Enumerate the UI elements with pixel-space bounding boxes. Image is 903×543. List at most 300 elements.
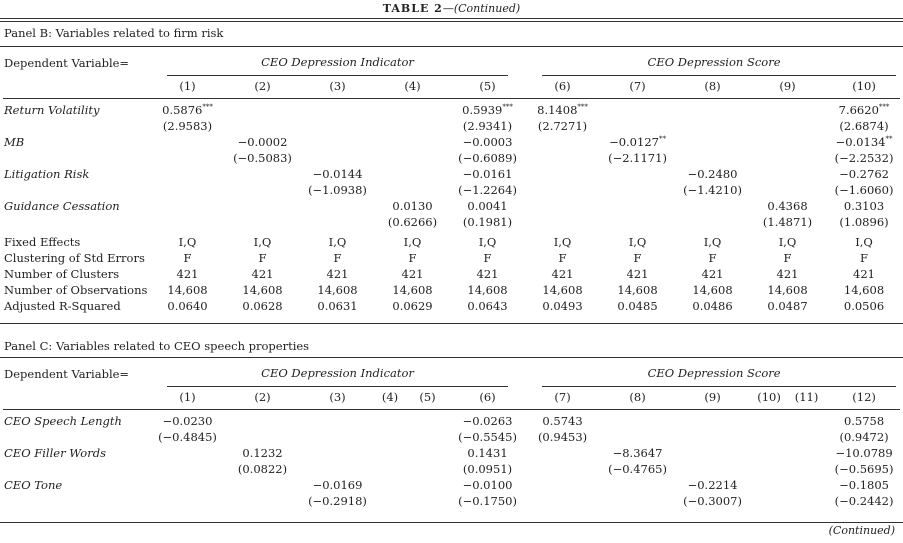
table-cell [375,150,450,166]
column-number: (10) [757,390,781,404]
table-cell [675,102,750,118]
table-cell: 14,608 [242,283,283,297]
row-label: Litigation Risk [4,167,90,181]
table-cell [525,182,600,198]
table-cell: 0.0643 [467,299,508,313]
table-cell [600,118,675,134]
table-cell: 421 [176,267,199,281]
group-label: CEO Depression Score [647,55,781,69]
stats-label: Fixed Effects [4,235,81,249]
table-title [0,0,903,16]
table-cell: I,Q [553,235,572,249]
table-cell: 0.5743 [542,414,583,428]
table-cell: (2.9583) [162,119,213,133]
column-number: (8) [629,390,646,404]
column-number: (4) [404,79,421,93]
table-cell: −0.0003 [462,135,513,149]
table-cell [225,166,300,182]
column-number: (8) [704,79,721,93]
stats-row [0,234,903,250]
stats-row [0,282,903,298]
table-cell [600,102,675,118]
table-cell [375,182,450,198]
panel-c-title: Panel C: Variables related to CEO speech properties [4,339,310,353]
table-cell [788,493,825,509]
divider [3,98,900,99]
table-cell: 14,608 [843,283,885,297]
table-cell [788,461,825,477]
table-cell: I,Q [778,235,797,249]
column-number: (6) [554,79,571,93]
table-cell [525,166,600,182]
table-row [0,413,903,429]
table-cell: I,Q [703,235,722,249]
table-cell: −0.1805 [839,478,889,492]
table-cell [525,214,600,230]
table-cell [750,445,788,461]
table-row [0,182,903,198]
row-label [0,461,150,477]
table-cell: 0.1431 [467,446,508,460]
table-cell: I,Q [403,235,422,249]
table-cell [750,493,788,509]
table-cell: 14,608 [317,283,358,297]
stats-row [0,266,903,282]
table-cell [405,461,450,477]
table-cell: F [860,251,868,265]
table-row [0,198,903,214]
table-cell: 7.6620*** [838,103,890,117]
continued-note: (Continued) [828,524,895,537]
table-cell: (−0.2442) [834,494,894,508]
column-number: (12) [852,390,876,404]
column-number: (11) [794,390,819,404]
table-cell [225,477,300,493]
table-cell: 14,608 [167,283,208,297]
table-cell: (−1.6060) [834,183,894,197]
divider [0,357,903,358]
table-cell [150,198,225,214]
table-cell [600,166,675,182]
row-label [0,493,150,509]
table-cell: (1.4871) [762,215,813,229]
table-cell [300,150,375,166]
table-row [0,477,903,493]
stats-label: Number of Clusters [4,267,120,281]
spacer [0,389,150,405]
table-cell: (1.0896) [839,215,889,229]
table-cell [525,150,600,166]
table-cell: (0.0822) [237,462,288,476]
table-cell [675,134,750,150]
table-cell [225,429,300,445]
group-header-row [0,365,903,383]
table-cell: (−0.5083) [233,151,292,165]
table-cell: 0.0493 [542,299,583,313]
table-cell: F [633,251,642,265]
group-label: CEO Depression Score [647,366,781,380]
table-cell: (2.9341) [462,119,513,133]
table-cell [375,118,450,134]
divider [0,323,903,324]
table-cell [225,413,300,429]
column-number: (6) [479,390,496,404]
row-label [0,182,150,198]
row-label: CEO Tone [4,478,63,492]
table-continued-label: —(Continued) [442,2,521,15]
table-cell: 421 [776,267,799,281]
table-cell [375,493,405,509]
table-cell [788,445,825,461]
group-label: CEO Depression Indicator [261,366,414,380]
divider [0,46,903,47]
table-cell: (−0.4845) [158,430,217,444]
table-cell [675,461,750,477]
table-cell [788,429,825,445]
table-cell [675,118,750,134]
table-cell: −0.0169 [312,478,363,492]
table-cell [525,445,600,461]
divider [0,522,903,523]
table-cell: −0.0134** [835,135,893,149]
table-cell: (0.9472) [839,430,889,444]
table-cell [300,118,375,134]
table-cell: I,Q [478,235,497,249]
table-cell [225,102,300,118]
table-cell [150,166,225,182]
table-row [0,118,903,134]
column-number: (3) [329,79,346,93]
row-label [0,150,150,166]
table-cell [750,150,825,166]
table-cell [525,461,600,477]
table-cell [300,429,375,445]
stats-row [0,250,903,266]
table-cell: 0.0631 [317,299,358,313]
table-cell: 0.0628 [242,299,283,313]
header-rule-cell [0,405,903,413]
table-label: TABLE 2 [382,2,443,15]
column-number: (9) [779,79,796,93]
table-cell: 421 [626,267,649,281]
table-cell: (−0.2918) [308,494,367,508]
table-cell [600,477,675,493]
table-cell [375,413,405,429]
dependent-variable-label: Dependent Variable= [4,56,130,70]
table-cell [300,461,375,477]
dependent-variable-label: Dependent Variable= [4,367,130,381]
panel-c-table [0,365,903,509]
group-header-right [525,54,903,72]
table-cell: −0.0161 [462,167,513,181]
table-cell: 0.4368 [767,199,808,213]
table-cell: 0.5758 [843,414,885,428]
table-cell [300,198,375,214]
group-header-left [150,54,525,72]
table-row [0,214,903,230]
table-cell [788,413,825,429]
column-number: (5) [479,79,496,93]
table-cell [750,429,788,445]
table-cell [600,413,675,429]
table-cell [600,429,675,445]
table-cell: (−0.1750) [458,494,517,508]
table-cell [375,429,405,445]
table-cell: (−1.4210) [683,183,742,197]
table-cell: −8.3647 [612,446,663,460]
table-cell [225,118,300,134]
table-cell [150,461,225,477]
table-cell [300,134,375,150]
column-number: (2) [254,390,271,404]
table-cell: (0.0951) [462,462,513,476]
table-cell [150,214,225,230]
table-cell [525,134,600,150]
table-cell: 0.0640 [167,299,208,313]
table-cell: −0.0127** [609,135,666,149]
table-cell: 421 [476,267,499,281]
table-row [0,461,903,477]
table-cell [750,461,788,477]
group-header-right [525,365,903,383]
table-cell: (0.6266) [387,215,438,229]
column-number: (7) [554,390,571,404]
table-cell: −0.2214 [687,478,738,492]
table-cell [405,445,450,461]
row-label: Return Volatility [4,103,100,117]
column-number: (3) [329,390,346,404]
column-number: (1) [179,79,196,93]
table-cell [405,429,450,445]
table-cell [405,413,450,429]
table-cell [750,413,788,429]
header-rule-cell [0,94,903,102]
stats-label: Adjusted R-Squared [4,299,121,313]
header-rule-row [0,94,903,102]
table-cell: 0.0487 [767,299,808,313]
divider [3,409,900,410]
table-cell: 14,608 [767,283,808,297]
group-header-left [150,365,525,383]
table-cell [750,102,825,118]
table-cell: F [708,251,717,265]
table-cell: F [408,251,417,265]
table-cell: −0.0100 [462,478,513,492]
table-cell: 421 [326,267,349,281]
table-cell [225,198,300,214]
table-cell: I,Q [328,235,347,249]
stats-label: Number of Observations [4,283,148,297]
table-cell [150,150,225,166]
group-label: CEO Depression Indicator [261,55,414,69]
table-cell: 0.0485 [617,299,658,313]
table-cell [150,182,225,198]
table-cell [750,118,825,134]
table-row [0,429,903,445]
table-cell [375,102,450,118]
table-cell: 0.5876*** [162,103,213,117]
table-cell: 14,608 [392,283,433,297]
table-cell: (−0.4765) [608,462,667,476]
table-cell: 0.0130 [392,199,433,213]
table-cell [150,493,225,509]
group-rule [542,75,896,76]
stats-row [0,298,903,314]
table-cell: (−0.5545) [458,430,517,444]
table-row [0,445,903,461]
table-cell: (−2.1171) [608,151,667,165]
divider [0,18,903,22]
table-cell: 0.0041 [467,199,508,213]
table-cell: 0.5939*** [462,103,513,117]
column-number: (9) [704,390,721,404]
table-row [0,166,903,182]
table-cell: F [183,251,192,265]
table-cell: 421 [551,267,574,281]
column-number: (4) [381,390,399,404]
table-cell: (0.9453) [537,430,588,444]
table-cell: (−0.6089) [458,151,517,165]
table-cell: F [558,251,567,265]
table-cell [375,166,450,182]
table-cell: (−2.2532) [834,151,894,165]
table-cell [675,413,750,429]
table-cell: 14,608 [617,283,658,297]
row-label: MB [4,135,25,149]
table-cell [375,445,405,461]
table-cell: 0.0629 [392,299,433,313]
table-cell: −0.0263 [462,414,513,428]
table-cell [405,493,450,509]
table-cell [675,445,750,461]
table-cell: 0.1232 [242,446,283,460]
table-cell: 0.0486 [692,299,733,313]
table-cell: −0.0002 [237,135,288,149]
table-cell: (−1.2264) [458,183,517,197]
table-cell: −0.0144 [312,167,363,181]
column-number-row [0,389,903,405]
table-cell [405,477,450,493]
table-cell: −10.0789 [835,446,893,460]
table-cell: (−0.3007) [683,494,742,508]
table-cell: 14,608 [692,283,733,297]
table-cell: 421 [251,267,274,281]
table-cell [150,477,225,493]
table-cell [300,445,375,461]
table-cell [375,477,405,493]
table-cell: 0.0506 [843,299,885,313]
row-label [0,118,150,134]
table-cell [525,198,600,214]
table-cell [225,182,300,198]
panel-b-title: Panel B: Variables related to firm risk [4,26,224,40]
spacer [0,78,150,94]
table-cell [600,198,675,214]
table-cell: F [783,251,792,265]
table-row [0,493,903,509]
table-cell: I,Q [253,235,272,249]
table-cell: −0.2762 [839,167,889,181]
table-cell: −0.2480 [687,167,738,181]
group-rule [542,386,896,387]
row-label: CEO Speech Length [4,414,122,428]
table-cell: (−0.5695) [834,462,894,476]
column-number-row [0,78,903,94]
table-cell [750,477,788,493]
row-label [0,214,150,230]
table-cell [300,413,375,429]
table-cell [300,102,375,118]
group-rule [167,386,508,387]
table-cell: 421 [401,267,424,281]
row-label: Guidance Cessation [4,199,120,213]
table-cell [675,214,750,230]
table-cell [788,477,825,493]
table-cell: I,Q [628,235,647,249]
table-row [0,134,903,150]
column-number: (7) [629,79,646,93]
table-cell [225,493,300,509]
group-rule [167,75,508,76]
table-cell [675,429,750,445]
table-cell: I,Q [178,235,197,249]
table-cell [750,166,825,182]
table-cell: 8.1408*** [537,103,588,117]
table-cell: (0.1981) [462,215,513,229]
table-cell [600,493,675,509]
table-cell: (2.6874) [839,119,889,133]
table-cell [600,214,675,230]
table-cell: F [483,251,492,265]
table-cell: F [333,251,342,265]
table-cell: 14,608 [542,283,583,297]
panel-b-table [0,54,903,314]
table-cell: 14,608 [467,283,508,297]
table-cell: (−1.0938) [308,183,367,197]
table-cell [375,461,405,477]
table-cell [525,477,600,493]
table-cell: 421 [701,267,724,281]
table-cell [150,445,225,461]
table-cell [600,182,675,198]
table-cell [150,134,225,150]
table-cell [225,214,300,230]
header-rule-row [0,405,903,413]
table-row [0,102,903,118]
table-cell [750,134,825,150]
column-number: (10) [852,79,876,93]
group-header-row [0,54,903,72]
column-number: (2) [254,79,271,93]
table-cell [750,182,825,198]
row-label [0,429,150,445]
table-cell: 421 [853,267,875,281]
column-number: (5) [419,390,436,404]
table-cell: (2.7271) [537,119,588,133]
table-cell: −0.0230 [162,414,213,428]
table-cell [675,198,750,214]
table-cell [675,150,750,166]
table-row [0,150,903,166]
table-cell: 0.3103 [843,199,885,213]
stats-label: Clustering of Std Errors [4,251,145,265]
table-cell: F [258,251,267,265]
row-label: CEO Filler Words [4,446,106,460]
table-cell: I,Q [855,235,873,249]
table-cell [375,134,450,150]
column-number: (1) [179,390,196,404]
table-cell [300,214,375,230]
